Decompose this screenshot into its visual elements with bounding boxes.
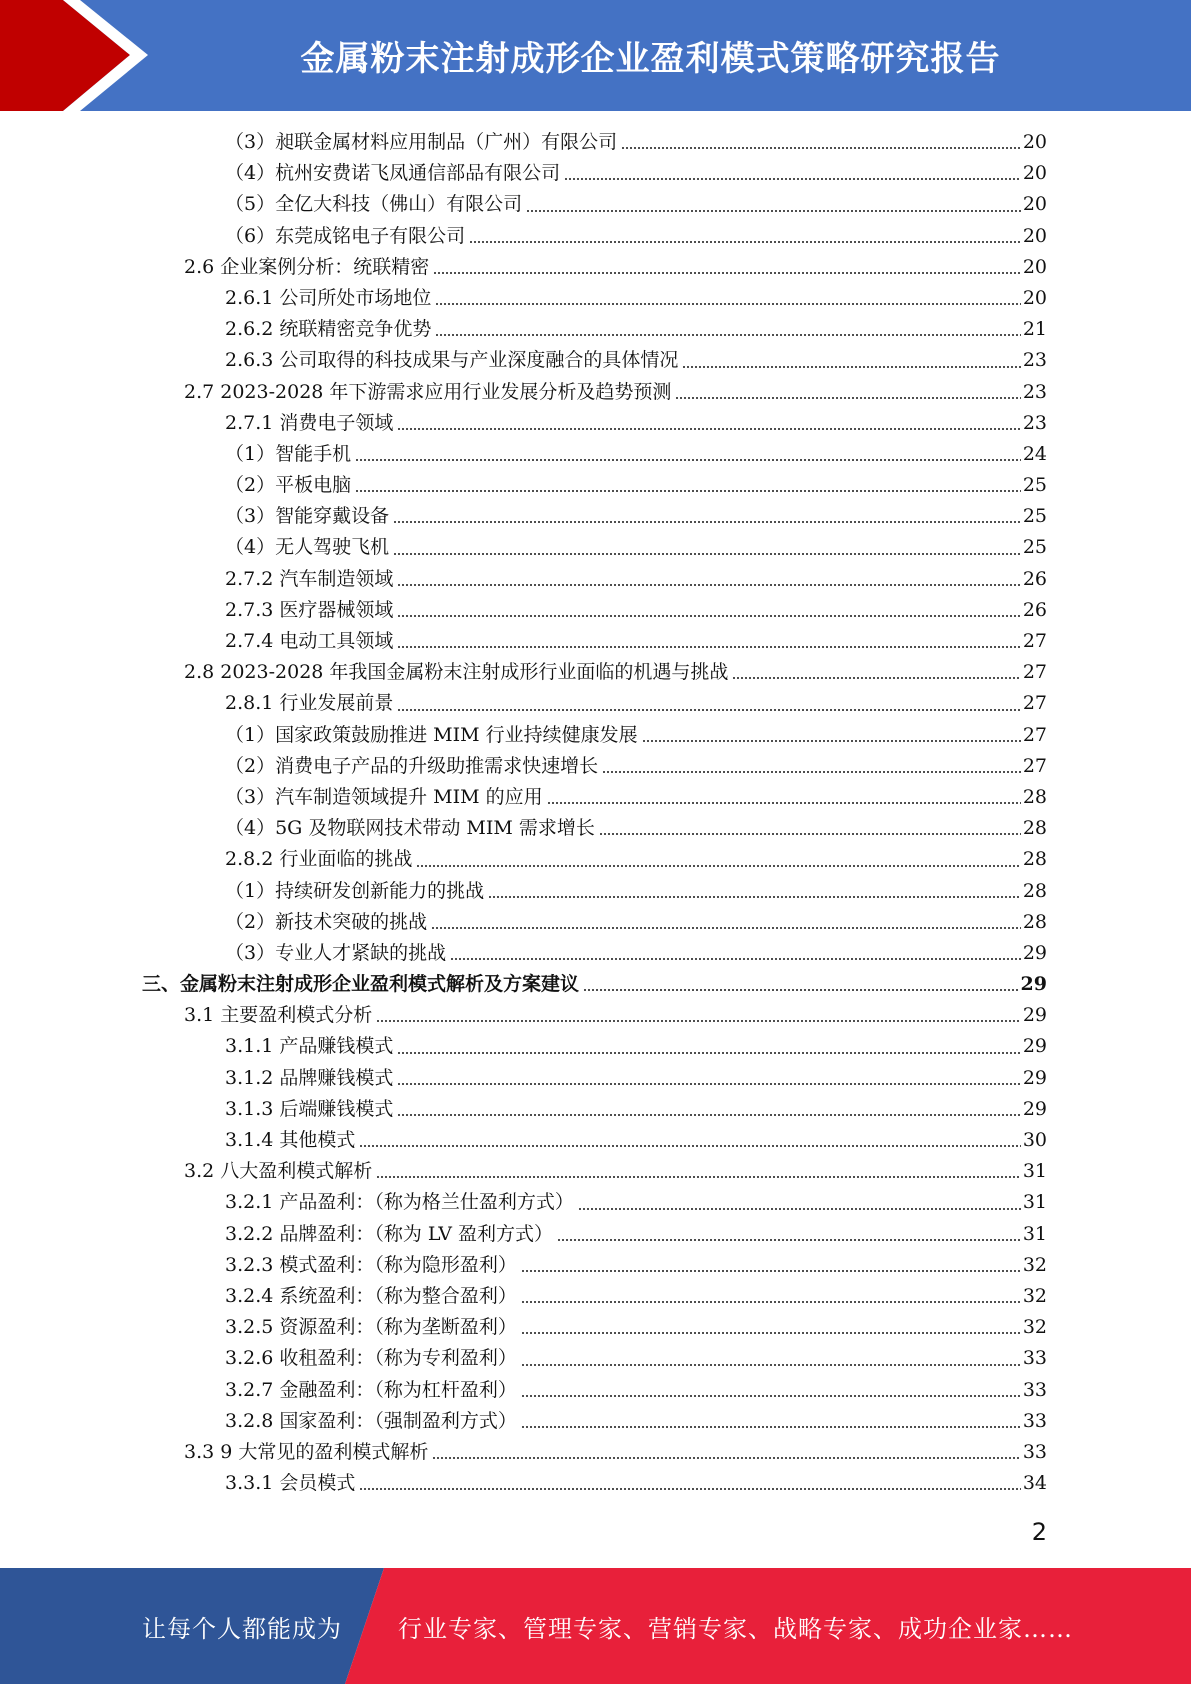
toc-entry[interactable] [0, 782, 1191, 813]
toc-entry[interactable] [0, 189, 1191, 220]
toc-entry-page: 25 [1022, 474, 1047, 497]
toc-entry-page: 27 [1022, 723, 1047, 746]
toc-entry[interactable] [0, 252, 1191, 283]
toc-entry-title: 2.6.1 公司所处市场地位 [225, 286, 432, 309]
toc-entry-title: （6）东莞成铭电子有限公司 [225, 224, 466, 247]
toc-entry-page: 24 [1022, 442, 1047, 465]
toc-entry[interactable] [0, 377, 1191, 408]
toc-dot-leader [397, 1083, 1020, 1085]
toc-entry-title: （3）专业人才紧缺的挑战 [225, 941, 447, 964]
toc-dot-leader [397, 709, 1020, 711]
toc-entry[interactable] [0, 876, 1191, 907]
toc-entry-title: （2）消费电子产品的升级助推需求快速增长 [225, 754, 599, 777]
toc-entry[interactable] [0, 1343, 1191, 1374]
toc-entry[interactable] [0, 1187, 1191, 1218]
toc-entry[interactable] [0, 1156, 1191, 1187]
toc-entry[interactable] [0, 1031, 1191, 1062]
toc-entry-page: 28 [1022, 785, 1047, 808]
toc-entry-page: 29 [1022, 1066, 1047, 1089]
toc-entry-title: 2.6.2 统联精密竞争优势 [225, 318, 432, 341]
toc-entry-page: 26 [1022, 567, 1047, 590]
toc-entry-page: 23 [1022, 380, 1047, 403]
toc-dot-leader [393, 553, 1021, 555]
toc-dot-leader [433, 272, 1021, 274]
toc-entry-title: 3.2.7 金融盈利：（称为杠杆盈利） [225, 1378, 517, 1401]
toc-entry[interactable] [0, 470, 1191, 501]
toc-entry-title: 3.2 八大盈利模式解析 [184, 1160, 373, 1183]
toc-entry-page: 23 [1022, 349, 1047, 372]
toc-entry-page: 29 [1022, 1004, 1047, 1027]
toc-dot-leader [583, 989, 1019, 991]
toc-entry[interactable] [0, 1406, 1191, 1437]
toc-dot-leader [521, 1364, 1021, 1366]
toc-entry-page: 28 [1022, 910, 1047, 933]
toc-entry-title: （4）无人驾驶飞机 [225, 536, 390, 559]
toc-entry-title: 3.1.4 其他模式 [225, 1129, 356, 1151]
toc-entry[interactable] [0, 595, 1191, 626]
toc-dot-leader [521, 1270, 1021, 1272]
toc-dot-leader [435, 334, 1020, 336]
toc-entry-page: 32 [1022, 1284, 1047, 1307]
toc-entry-page: 33 [1022, 1378, 1047, 1401]
toc-entry-page: 29 [1022, 1035, 1047, 1058]
toc-entry-title: 3.1.1 产品赚钱模式 [225, 1035, 394, 1058]
toc-entry-page: 25 [1022, 505, 1047, 528]
toc-entry-title: （1）持续研发创新能力的挑战 [225, 879, 485, 902]
toc-entry-page: 20 [1022, 131, 1047, 153]
toc-entry[interactable] [0, 1312, 1191, 1343]
toc-entry[interactable] [0, 564, 1191, 595]
toc-dot-leader [393, 521, 1021, 523]
toc-entry-title: 3.3 9 大常见的盈利模式解析 [184, 1440, 429, 1463]
toc-entry[interactable] [0, 314, 1191, 345]
toc-entry-page: 32 [1022, 1253, 1047, 1276]
toc-entry-title: 3.2.2 品牌盈利：（称为 LV 盈利方式） [225, 1222, 554, 1245]
toc-entry-title: 3.2.5 资源盈利：（称为垄断盈利） [225, 1316, 517, 1339]
toc-entry-title: 三、金属粉末注射成形企业盈利模式解析及方案建议 [142, 973, 580, 996]
toc-entry-page: 27 [1022, 630, 1047, 652]
toc-entry[interactable] [0, 1468, 1191, 1499]
toc-entry-title: 3.2.3 模式盈利：（称为隐形盈利） [225, 1253, 517, 1276]
toc-entry-page: 34 [1022, 1472, 1047, 1495]
toc-entry-page: 29 [1022, 1097, 1047, 1120]
toc-entry-title: （4）杭州安费诺飞凤通信部品有限公司 [225, 162, 561, 185]
toc-entry[interactable] [0, 408, 1191, 439]
toc-entry[interactable] [0, 221, 1191, 252]
toc-entry[interactable] [0, 1437, 1191, 1468]
toc-entry[interactable] [0, 626, 1191, 657]
toc-dot-leader [435, 303, 1020, 305]
toc-entry-title: （3）汽车制造领域提升 MIM 的应用 [225, 785, 543, 808]
toc-entry-page: 29 [1022, 941, 1047, 964]
toc-entry-title: （5）全亿大科技（佛山）有限公司 [225, 193, 523, 216]
toc-entry-title: 2.6.3 公司取得的科技成果与产业深度融合的具体情况 [225, 349, 679, 372]
toc-entry-page: 28 [1022, 879, 1047, 902]
toc-dot-leader [599, 833, 1021, 835]
report-title: 金属粉末注射成形企业盈利模式策略研究报告 [300, 39, 1001, 79]
toc-dot-leader [376, 1176, 1021, 1178]
toc-entry-page: 31 [1022, 1222, 1047, 1245]
toc-dot-leader [521, 1426, 1021, 1428]
table-of-contents [0, 127, 1191, 1499]
toc-dot-leader [397, 615, 1020, 617]
toc-entry-page: 33 [1022, 1409, 1047, 1432]
toc-entry-title: 2.8.1 行业发展前景 [225, 692, 394, 715]
toc-entry-page: 27 [1022, 692, 1047, 715]
toc-dot-leader [397, 584, 1020, 586]
toc-dot-leader [397, 428, 1020, 430]
toc-entry[interactable] [0, 844, 1191, 875]
toc-entry-title: 3.2.8 国家盈利：（强制盈利方式） [225, 1409, 517, 1432]
toc-dot-leader [359, 1488, 1020, 1490]
page-number: 2 [1031, 1518, 1047, 1546]
toc-entry-title: 3.1.2 品牌赚钱模式 [225, 1066, 394, 1089]
toc-entry-page: 27 [1022, 754, 1047, 777]
toc-entry-page: 20 [1022, 255, 1047, 278]
page-header [0, 0, 1191, 111]
toc-entry-title: 3.2.4 系统盈利：（称为整合盈利） [225, 1284, 517, 1307]
toc-entry-page: 31 [1022, 1160, 1047, 1183]
toc-entry[interactable] [0, 938, 1191, 969]
toc-entry[interactable] [0, 501, 1191, 532]
toc-entry[interactable] [0, 1375, 1191, 1406]
toc-entry[interactable] [0, 1063, 1191, 1094]
toc-entry-title: 2.8 2023-2028 年我国金属粉末注射成形行业面临的机遇与挑战 [184, 661, 729, 684]
toc-entry-title: （4）5G 及物联网技术带动 MIM 需求增长 [225, 817, 595, 840]
toc-entry-page: 23 [1022, 411, 1047, 434]
toc-entry-title: （1）国家政策鼓励推进 MIM 行业持续健康发展 [225, 723, 638, 746]
toc-entry-page: 20 [1022, 286, 1047, 309]
toc-entry-page: 30 [1022, 1129, 1047, 1151]
toc-entry-page: 28 [1022, 817, 1047, 840]
toc-entry-title: （2）新技术突破的挑战 [225, 910, 428, 933]
toc-entry[interactable] [0, 1250, 1191, 1281]
toc-entry-page: 20 [1022, 224, 1047, 247]
toc-dot-leader [432, 1457, 1020, 1459]
toc-entry-title: （1）智能手机 [225, 442, 352, 465]
toc-dot-leader [397, 1052, 1020, 1054]
toc-entry-page: 29 [1020, 973, 1047, 996]
toc-entry-title: （3）昶联金属材料应用制品（广州）有限公司 [225, 131, 618, 153]
toc-entry[interactable] [0, 1219, 1191, 1250]
toc-entry-title: 3.1 主要盈利模式分析 [184, 1004, 373, 1027]
toc-dot-leader [416, 865, 1020, 867]
toc-entry[interactable] [0, 439, 1191, 470]
toc-entry-page: 20 [1022, 193, 1047, 216]
toc-dot-leader [359, 1145, 1020, 1147]
toc-dot-leader [355, 490, 1021, 492]
page-footer [0, 1568, 1191, 1684]
toc-dot-leader [547, 802, 1021, 804]
toc-dot-leader [450, 958, 1021, 960]
toc-entry[interactable] [0, 1094, 1191, 1125]
toc-entry[interactable] [0, 1000, 1191, 1031]
toc-entry[interactable] [0, 907, 1191, 938]
toc-entry-title: 2.6 企业案例分析：统联精密 [184, 255, 430, 278]
toc-entry-page: 21 [1022, 318, 1047, 341]
toc-entry-title: （2）平板电脑 [225, 474, 352, 497]
toc-dot-leader [682, 366, 1020, 368]
toc-dot-leader [521, 1301, 1021, 1303]
toc-dot-leader [376, 1020, 1021, 1022]
toc-entry[interactable] [0, 158, 1191, 189]
toc-dot-leader [557, 1239, 1021, 1241]
toc-entry-title: 2.7.1 消费电子领域 [225, 411, 394, 434]
toc-entry[interactable] [0, 1125, 1191, 1156]
toc-entry-page: 31 [1022, 1191, 1047, 1214]
toc-entry-title: 3.1.3 后端赚钱模式 [225, 1097, 394, 1120]
footer-slogan-right: 行业专家、管理专家、营销专家、战略专家、成功企业家…… [398, 1614, 1073, 1643]
toc-entry-page: 33 [1022, 1440, 1047, 1463]
toc-dot-leader [488, 896, 1021, 898]
toc-dot-leader [431, 927, 1021, 929]
footer-slogan-left: 让每个人都能成为 [142, 1614, 342, 1643]
toc-entry[interactable] [0, 720, 1191, 751]
toc-dot-leader [397, 646, 1020, 648]
toc-dot-leader [521, 1332, 1021, 1334]
toc-entry[interactable] [0, 532, 1191, 563]
toc-entry-title: 3.3.1 会员模式 [225, 1472, 356, 1495]
toc-entry-title: （3）智能穿戴设备 [225, 505, 390, 528]
toc-dot-leader [675, 397, 1020, 399]
toc-entry-title: 2.7.4 电动工具领域 [225, 630, 394, 652]
toc-entry-page: 32 [1022, 1316, 1047, 1339]
toc-entry-title: 2.7.3 医疗器械领域 [225, 598, 394, 621]
toc-dot-leader [469, 241, 1021, 243]
toc-entry[interactable] [0, 813, 1191, 844]
toc-entry[interactable] [0, 969, 1191, 1000]
toc-entry-page: 26 [1022, 598, 1047, 621]
toc-dot-leader [526, 210, 1021, 212]
toc-dot-leader [621, 147, 1021, 149]
toc-entry[interactable] [0, 283, 1191, 314]
toc-entry-title: 3.2.6 收租盈利：（称为专利盈利） [225, 1347, 517, 1370]
toc-entry-title: 2.7 2023-2028 年下游需求应用行业发展分析及趋势预测 [184, 380, 672, 403]
toc-entry[interactable] [0, 345, 1191, 376]
toc-entry[interactable] [0, 127, 1191, 158]
toc-entry-title: 2.7.2 汽车制造领域 [225, 567, 394, 590]
toc-dot-leader [602, 771, 1021, 773]
toc-entry-page: 20 [1022, 162, 1047, 185]
toc-entry[interactable] [0, 1281, 1191, 1312]
toc-entry-page: 28 [1022, 848, 1047, 871]
toc-dot-leader [397, 1114, 1020, 1116]
toc-entry[interactable] [0, 688, 1191, 719]
toc-dot-leader [355, 459, 1021, 461]
toc-entry-page: 25 [1022, 536, 1047, 559]
toc-dot-leader [564, 178, 1021, 180]
toc-entry-page: 33 [1022, 1347, 1047, 1370]
toc-entry[interactable] [0, 657, 1191, 688]
toc-dot-leader [642, 740, 1021, 742]
toc-entry[interactable] [0, 751, 1191, 782]
toc-entry-page: 27 [1022, 661, 1047, 684]
toc-entry-title: 2.8.2 行业面临的挑战 [225, 848, 413, 871]
toc-dot-leader [578, 1208, 1021, 1210]
toc-dot-leader [521, 1395, 1021, 1397]
toc-dot-leader [732, 677, 1020, 679]
toc-entry-title: 3.2.1 产品盈利：（称为格兰仕盈利方式） [225, 1191, 574, 1214]
